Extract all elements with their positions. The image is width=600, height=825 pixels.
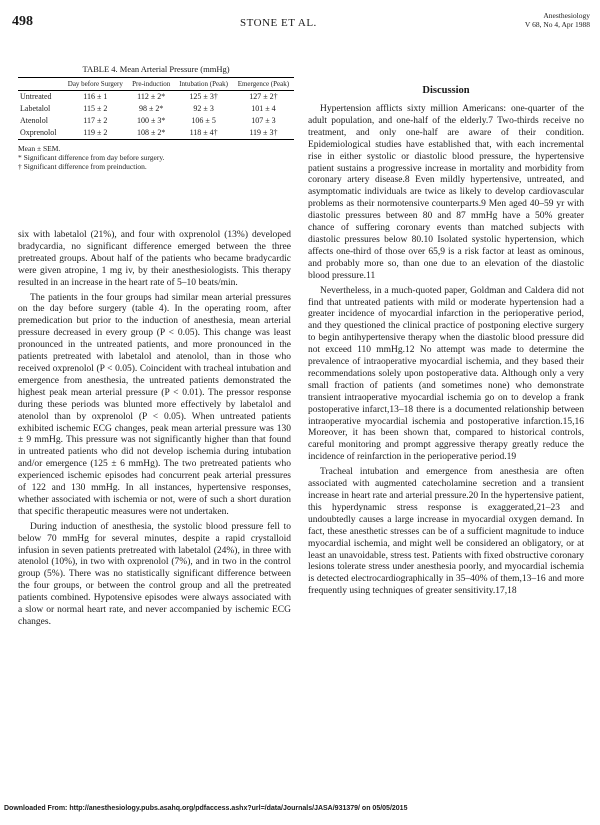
table-4 xyxy=(18,64,294,171)
table-footnotes xyxy=(18,144,294,171)
table-cell: 108 ± 2* xyxy=(137,128,166,137)
table-cell: 92 ± 3 xyxy=(193,104,214,113)
table-footnote: † Significant difference from preinduction. xyxy=(18,162,147,171)
table-footnote: Mean ± SEM. xyxy=(18,144,61,153)
header-cell: Intubation (Peak) xyxy=(179,80,229,88)
journal-volume: V 68, No 4, Apr 1988 xyxy=(524,20,590,29)
row-label: Oxprenolol xyxy=(20,128,57,137)
table-caption: TABLE 4. Mean Arterial Pressure (mmHg) xyxy=(82,64,230,74)
row-label: Atenolol xyxy=(20,116,48,125)
table-cell: 100 ± 3* xyxy=(137,116,166,125)
table-cell: 125 ± 3† xyxy=(189,92,218,101)
header-cell: Day before Surgery xyxy=(67,80,123,88)
table-cell: 116 ± 1 xyxy=(83,92,108,101)
table-cell: 118 ± 4† xyxy=(189,128,218,137)
body-paragraph: Hypertension afflicts sixty million Americans: one-quarter of the adult population, and one-half of the elderly.7 Two-thirds receive no treatment, and only one-half are aware of their condition. Epidemiological studies have established that, with each incremental rise in either systolic or diastolic blood pressure, the hypertensive patient sustains a progressive increase in mortality and morbidity from coronary artery disease.8 Even mildly hypertensive, untreated, and asymptomatic individuals are twice as likely to develop cardiovascular problems as their normotensive counterparts.9 Men aged 40–59 yr with diastolic pressures between 80 and 87 mmHg have a 50% greater chance of suffering coronary events than matched subjects with diastolic pressures below 80.10 Isolated systolic hypertension, which affects one-third of those over 65,9 is a risk factor at least as ominous, and probably more so, than one due to an elevation of the diastolic blood pressure.11 xyxy=(308,104,584,281)
header-cell: Emergence (Peak) xyxy=(237,80,290,88)
body-paragraph: Nevertheless, in a much-quoted paper, Goldman and Caldera did not find that untreated patients with mild or moderate hypertension had a greater incidence of myocardial infarction in the perioperative period, and they questioned the clinical practice of postponing elective surgery to begin antihypertensive therapy when the diastolic blood pressure did not exceed 110 mmHg.12 No attempt was made to determine the prevalence of intraoperative myocardial ischemia, and they based their recommendations solely upon postoperative data. Although only a very small fraction of patients (and sometimes none) who demonstrate transient intraoperative myocardial ischemia go on to develop a frank postoperative infarct,13–18 there is a documented relationship between intraoperative myocardial ischemia and postoperative infarction.15,16 Moreover, it has been shown that, compared to historical controls, careful monitoring and prompt aggressive therapy greatly reduce the incidence of reinfarction in the perioperative period.19 xyxy=(308,285,584,463)
page-number: 498 xyxy=(12,14,33,29)
header-cell: Pre-induction xyxy=(132,80,171,88)
body-paragraph: The patients in the four groups had similar mean arterial pressures on the day before surgery (table 4). In the operating room, after premedication but prior to the induction of anesthesia, mean arterial pressure decreased in every group (P < 0.05). This change was least pronounced in the untreated patients, and more pronounced in the patients pretreated with labetalol and atenolol, than in those who received oxprenolol (P < 0.05). Coincident with tracheal intubation and emergence from anesthesia, the untreated patients demonstrated the highest peak mean arterial pressure (P < 0.01). The pressor response during these periods was blunted more effectively by labetalol and atenolol than by oxprenolol (P < 0.05). When untreated patients exhibited ischemic ECG changes, peak mean arterial pressure was 130 ± 9 mmHg. This pressure was not significantly higher than that found in untreated patients who did not develop ischemia during intubation and/or emergence (125 ± 6 mmHg). The two pretreated patients who experienced ischemic episodes had concurrent peak arterial pressures of 122 and 130 mmHg. In all instances, hypertensive responses, whether associated with ischemia or not, were of such a short duration that specific therapeutic measures were not undertaken. xyxy=(18,292,291,517)
table-row xyxy=(18,115,294,127)
table-row xyxy=(18,103,294,115)
table-cell: 115 ± 2 xyxy=(83,104,108,113)
body-paragraph: six with labetalol (21%), and four with oxprenolol (13%) developed bradycardia, no significant difference emerged between the three pretreated groups. About half of the patients who became bradycardic were given atropine, 1 mg iv, by their anesthesiologists. This therapy resulted in an increase in the heart rate of 5–10 beats/min. xyxy=(18,230,291,288)
table-cell: 127 ± 2† xyxy=(249,92,278,101)
table-header-row xyxy=(18,78,294,91)
table-cell: 117 ± 2 xyxy=(83,116,108,125)
running-head: STONE ET AL. xyxy=(240,17,317,29)
table-cell: 98 ± 2* xyxy=(139,104,164,113)
header-cell xyxy=(18,78,63,91)
table-cell: 107 ± 3 xyxy=(251,116,276,125)
table-cell: 106 ± 5 xyxy=(191,116,216,125)
download-footer: Downloaded From: http://anesthesiology.pubs.asahq.org/pdfaccess.ashx?url=/data/Journals/JASA/931379/ on 05/05/2015 xyxy=(4,805,408,812)
table-footnote: * Significant difference from day before surgery. xyxy=(18,153,165,162)
table-row xyxy=(18,127,294,140)
journal-info xyxy=(525,11,590,29)
table-cell: 119 ± 2 xyxy=(83,128,108,137)
section-heading: Discussion xyxy=(422,85,470,96)
table-cell: 101 ± 4 xyxy=(251,104,276,113)
body-paragraph: Tracheal intubation and emergence from anesthesia are often associated with augmented catecholamine secretion and a transient increase in heart rate and arterial pressure.20 In the hypertensive patient, this hyperdynamic stress response is exaggerated,21–23 and undoubtedly causes a large increase in myocardial oxygen demand. In fact, these anesthetic stresses can be of a sufficient magnitude to induce myocardial ischemia, and might well be considered an obligatory, or at least an unavoidable, stress test. Patients with fixed obstructive coronary lesions tolerate stress under anesthesia poorly, and myocardial ischemia is detected electrocardiographically in 35–40% of them,13–16 and more frequently using techniques of greater sensitivity.17,18 xyxy=(308,467,584,597)
table-cell: 119 ± 3† xyxy=(249,128,278,137)
body-paragraph: During induction of anesthesia, the systolic blood pressure fell to below 70 mmHg for several minutes, despite a rapid crystalloid infusion in seven patients pretreated with labetalol (24%), in three with atenolol (10%), in two with oxprenolol (7%), and in two in the control group (5%). There was no statistically significant difference between the four groups, or between the control group and all the pretreated patients combined. Hypotensive episodes were always associated with a slow or normal heart rate, and never accompanied by ischemic ECG changes. xyxy=(18,521,291,627)
left-column xyxy=(18,230,291,629)
row-label: Untreated xyxy=(20,92,52,101)
mean-arterial-pressure-table xyxy=(18,77,294,140)
table-row xyxy=(18,91,294,104)
row-label: Labetalol xyxy=(20,104,51,113)
journal-name: Anesthesiology xyxy=(543,11,590,20)
table-cell: 112 ± 2* xyxy=(137,92,166,101)
right-column xyxy=(308,104,584,598)
